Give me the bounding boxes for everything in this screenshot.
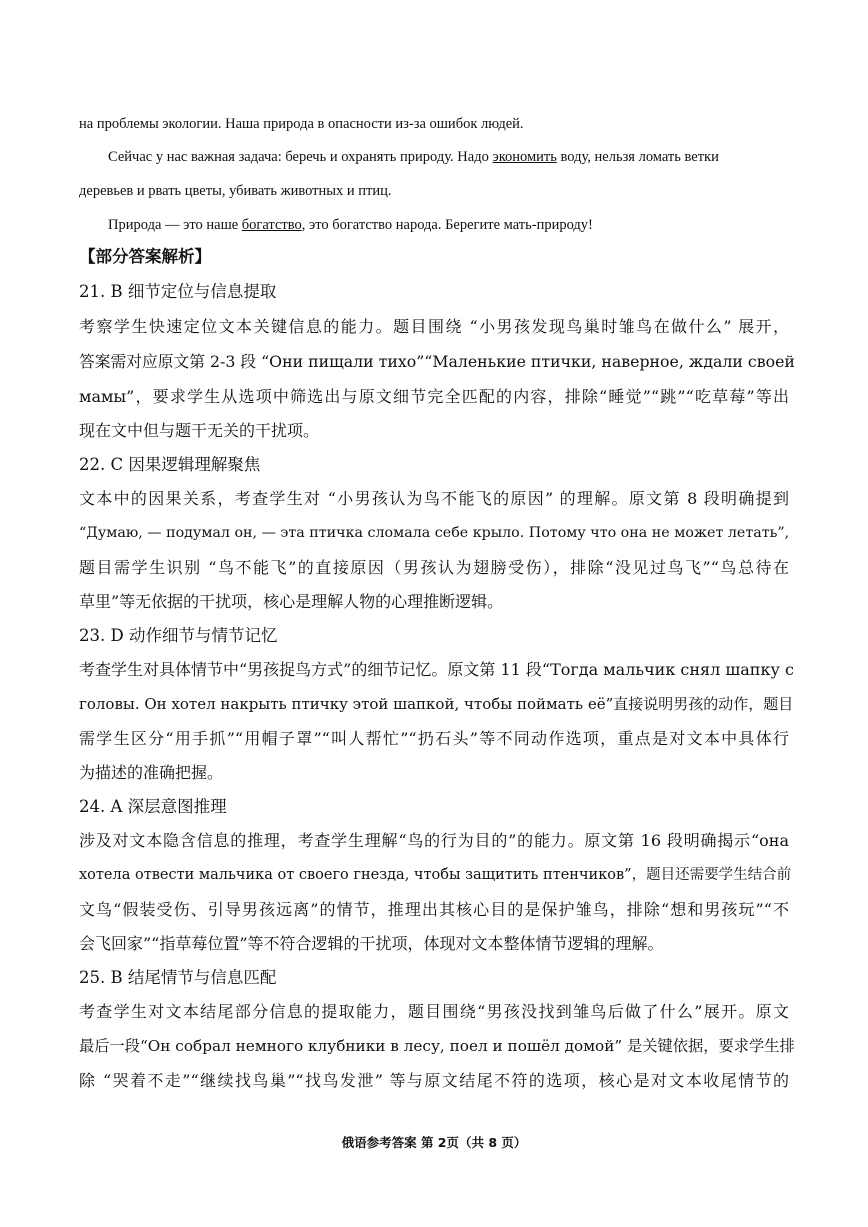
analysis-line: “Думаю, — подумал он, — эта птичка сломала себе крыло. Потому что она не может летать”, — [79, 525, 790, 541]
analysis-line: 会飞回家”“指草莓位置”等不符合逻辑的干扰项，体现对文本整体情节逻辑的理解。 — [79, 934, 664, 953]
analysis-line: хотела отвести мальчика от своего гнезда, чтобы защитить птенчиков”，题目还需要学生结合前 — [79, 867, 792, 883]
analysis-line: 为描述的准确把握。 — [79, 763, 224, 782]
paragraph-line — [108, 147, 719, 167]
analysis-line: 草里”等无依据的干扰项，核心是理解人物的心理推断逻辑。 — [79, 592, 504, 611]
answer-heading: 23. D 动作细节与情节记忆 — [79, 626, 278, 645]
analysis-line: 需学生区分“用手抓”“用帽子罩”“叫人帮忙”“扔石头”等不同动作选项，重点是对文本中具体行 — [79, 729, 789, 748]
answer-heading: 24. A 深层意图推理 — [79, 797, 227, 816]
paragraph-line: на проблемы экологии. Наша природа в опасности из-за ошибок людей. — [79, 116, 524, 132]
paragraph-line: деревьев и рвать цветы, убивать животных и птиц. — [79, 183, 392, 199]
answer-heading: 22. C 因果逻辑理解聚焦 — [79, 455, 261, 474]
analysis-line: головы. Он хотел накрыть птичку этой шапкой, чтобы поймать её”直接说明男孩的动作，题目 — [79, 695, 794, 713]
text-run: , это богатство народа. Берегите мать-природу! — [301, 217, 593, 233]
analysis-line: 题目需学生识别 “鸟不能飞”的直接原因（男孩认为翅膀受伤），排除“没见过鸟飞”“鸟总待在 — [79, 558, 789, 577]
answer-heading: 25. B 结尾情节与信息匹配 — [79, 968, 277, 987]
text-run: воду, нельзя ломать ветки — [556, 149, 719, 165]
analysis-line: 文本中的因果关系，考查学生对 “小男孩认为鸟不能飞的原因” 的理解。原文第 8 段明确提到 — [79, 489, 789, 508]
analysis-line: 最后一段“Он собрал немного клубники в лесу, поел и пошёл домой” 是关键依据，要求学生排 — [79, 1037, 795, 1055]
underlined-word: богатство — [241, 217, 302, 233]
analysis-line: 考查学生对具体情节中“男孩捉鸟方式”的细节记忆。原文第 11 段“Тогда мальчик снял шапку с — [79, 660, 794, 679]
answer-heading: 21. B 细节定位与信息提取 — [79, 282, 277, 301]
analysis-line: 答案需对应原文第 2-3 段 “Они пищали тихо”“Маленькие птички, наверное, ждали своей — [79, 352, 795, 371]
analysis-line: 考查学生对文本结尾部分信息的提取能力，题目围绕“男孩没找到雏鸟后做了什么”展开。原文 — [79, 1002, 789, 1021]
analysis-line: 文鸟“假装受伤、引导男孩远离”的情节，推理出其核心目的是保护雏鸟，排除“想和男孩玩”“不 — [79, 900, 789, 919]
page-footer: 俄语参考答案 第 2页（共 8 页） — [341, 1135, 527, 1150]
text-run: Природа — это наше — [108, 217, 242, 233]
analysis-line: 涉及对文本隐含信息的推理，考查学生理解“鸟的行为目的”的能力。原文第 16 段明确揭示“она — [79, 831, 789, 850]
underlined-word: экономить — [492, 149, 557, 165]
analysis-line: мамы”，要求学生从选项中筛选出与原文细节完全匹配的内容，排除“睡觉”“跳”“吃草莓”等出 — [79, 387, 789, 406]
analysis-line: 考察学生快速定位文本关键信息的能力。题目围绕 “小男孩发现鸟巢时雏鸟在做什么” 展开， — [79, 317, 789, 336]
paragraph-line — [108, 215, 593, 235]
text-run: Сейчас у нас важная задача: беречь и охранять природу. Надо — [108, 149, 493, 165]
analysis-line: 除 “哭着不走”“继续找鸟巢”“找鸟发泄” 等与原文结尾不符的选项，核心是对文本收尾情节的 — [79, 1071, 789, 1090]
analysis-line: 现在文中但与题干无关的干扰项。 — [79, 421, 320, 440]
section-title: 【部分答案解析】 — [79, 247, 211, 266]
